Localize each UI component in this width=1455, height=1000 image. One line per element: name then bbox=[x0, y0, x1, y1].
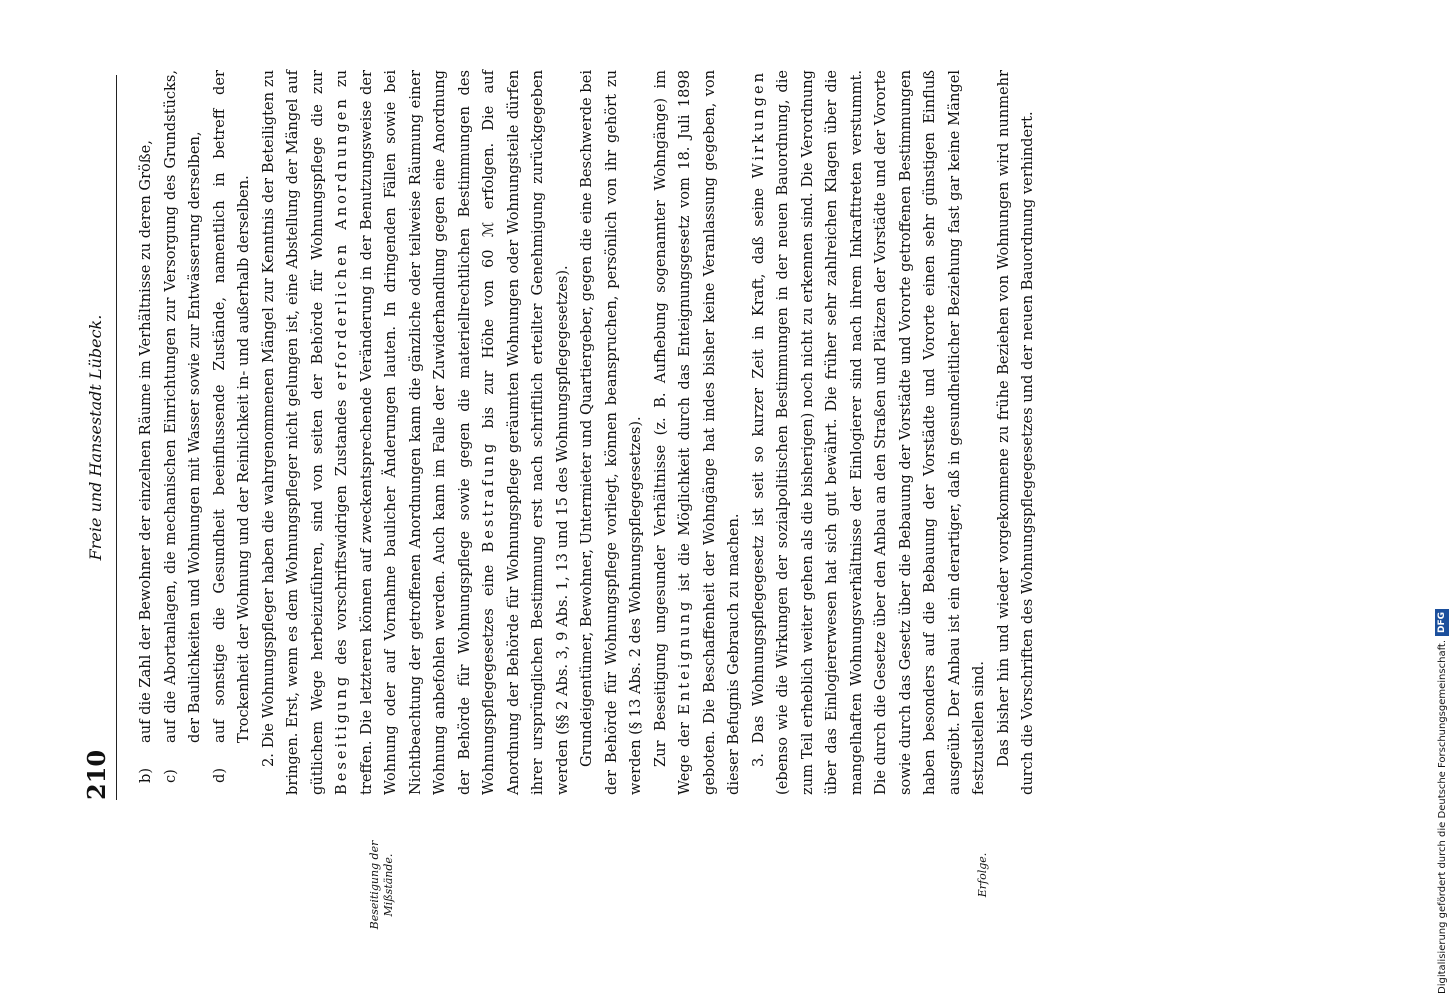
body-text bbox=[134, 70, 1041, 795]
dfg-logo: DFG bbox=[1435, 609, 1449, 636]
paragraph-beschwerde: Grundeigentümer, Bewohner, Untermieter und Quartiergeber, gegen die eine Beschwerde bei der Behörde für Wohnungspflege vorliegt, können beanspruchen, persönlich von ihr gehört zu werden (§ 13 Abs. 2 des Wohnungspflegegesetzes). bbox=[578, 70, 644, 795]
list-item-text: auf sonstige die Gesundheit beeinflussende Zustände, namentlich in betreff der Trockenheit der Wohnung und der Reinlichkeit in- und außerhalb derselben. bbox=[210, 70, 252, 743]
digitization-credit-text: Digitalisierung gefördert durch die Deutsche Forschungsgemeinschaft. bbox=[1437, 639, 1448, 994]
text-run: bis zur Höhe von 60 ℳ erfolgen. Die auf Anordnung der Behörde für Wohnungspflege geräumten Wohnungen oder Wohnungsteile dürfen ihrer ursprünglichen Bestimmung erst nach schriftlich erteilter Genehmigung zurückgegeben werden (§§ 2 Abs. 3, 9 Abs. 1, 13 und 15 des Wohnungspflegegesetzes). bbox=[480, 70, 571, 795]
text-run: (ebenso wie die Wirkungen der sozialpolitischen Bestimmungen in der neuen Bauordnung, die zum Teil erheblich weiter gehen als die bisherigen) noch nicht zu erkennen sind. Die Verordnung über das Einlogiererwesen hat sich gut bewährt. Die früher sehr zahlreichen Klagen über die mangelhaften Wohnungsverhältnisse der Einlogierer sind nach ihrem Inkrafttreten verstummt. Die durch die Gesetze über den Anbau an den Straßen und Plätzen der Vorstädte und der Vororte sowie durch das Gesetz über die Bebauung der Vorstädte und Vororte getroffenen Bestimmungen haben besonders auf die Bebauung der Vorstädte und Vororte einen sehr günstigen Einfluß ausgeübt. Der Anbau ist ein derartiger, daß in gesundheitlicher Beziehung fast gar keine Mängel festzustellen sind. bbox=[774, 70, 987, 795]
spaced-term: Beseitigung bbox=[333, 673, 350, 795]
list-item-letter: b) bbox=[137, 767, 154, 783]
list-item bbox=[159, 70, 208, 795]
requirements-list bbox=[134, 70, 257, 795]
page-header bbox=[82, 75, 117, 800]
spaced-term: Wirkungen bbox=[749, 69, 767, 179]
page-number: 210 bbox=[82, 749, 111, 800]
text-run: 2. Die Wohnungspfleger haben die wahrgenommenen Mängel zur Kenntnis der Beteiligten zu bringen. Erst, wenn es dem Wohnungspfleger nicht gelungen ist, eine Abstellung der Mängel auf gütlichem Wege herbeizuführen, sind von seiten der Behörde für Wohnungspflege die zur bbox=[259, 70, 326, 795]
text-run: Zur Beseitigung ungesunder Verhältnisse (z. B. Aufhebung sogenannter Wohngänge) im Wege der bbox=[651, 70, 693, 795]
margin-note-erfolge: Erfolge. bbox=[976, 852, 989, 898]
list-item bbox=[134, 70, 159, 795]
paragraph-wohnungspfleger bbox=[257, 70, 576, 795]
spaced-term: erforderlichen Anordnungen bbox=[333, 96, 350, 391]
spaced-term: Enteignung bbox=[676, 598, 693, 715]
list-item-text: auf die Zahl der Bewohner der einzelnen Räume im Verhältnisse zu deren Größe, bbox=[137, 140, 154, 743]
list-item bbox=[208, 70, 257, 795]
digitization-credit bbox=[1432, 8, 1454, 994]
list-item-letter: d) bbox=[210, 767, 228, 783]
list-item-letter: c) bbox=[161, 769, 179, 783]
spaced-term: Bestrafung bbox=[480, 440, 497, 553]
text-run: zu treffen. Die letzteren können auf zweckentsprechende Veränderung in der Benutzungsweise der Wohnung oder auf Vornahme baulicher Änderungen lauten. In dringenden Fällen sowie bei Nichtbeachtung der getroffenen Anordnungen kann die gänzliche oder teilweise Räumung einer Wohnung anbefohlen werden. Auch kann im Falle der Zuwiderhandlung gegen eine Anordnung der Behörde für Wohnungspflege sowie gegen die materiellrechtlichen Bestimmungen des Wohnungspflegegesetzes eine bbox=[333, 69, 497, 795]
text-run: ist die Möglichkeit durch das Enteignungsgesetz vom 18. Juli 1898 geboten. Die Beschaffenheit der Wohngänge hat indes bisher keine Veranlassung gegeben, von dieser Befugnis Gebrauch zu machen. bbox=[676, 69, 742, 795]
list-item-text: auf die Abortanlagen, die mechanischen Einrichtungen zur Versorgung des Grundstücks, der Baulichkeiten und Wohnungen mit Wasser sowie zur Entwässerung derselben, bbox=[161, 70, 203, 743]
text-run: 3. Das Wohnungspflegegesetz ist seit so kurzer Zeit in Kraft, daß seine bbox=[749, 187, 767, 767]
paragraph-beziehen: Das bisher hin und wieder vorgekommene zu frühe Beziehen von Wohnungen wird nunmehr durch die Vorschriften des Wohnungspflegegesetzes und der neuen Bauordnung verhindert. bbox=[994, 70, 1036, 795]
paragraph-erfolge bbox=[747, 70, 992, 795]
paragraph-enteignung bbox=[649, 70, 747, 795]
margin-note-beseitigung: Beseitigung der Mißstände. bbox=[368, 840, 395, 930]
running-title: Freie und Hansestadt Lübeck. bbox=[86, 314, 105, 561]
text-run: des vorschriftswidrigen Zustandes bbox=[333, 399, 350, 665]
